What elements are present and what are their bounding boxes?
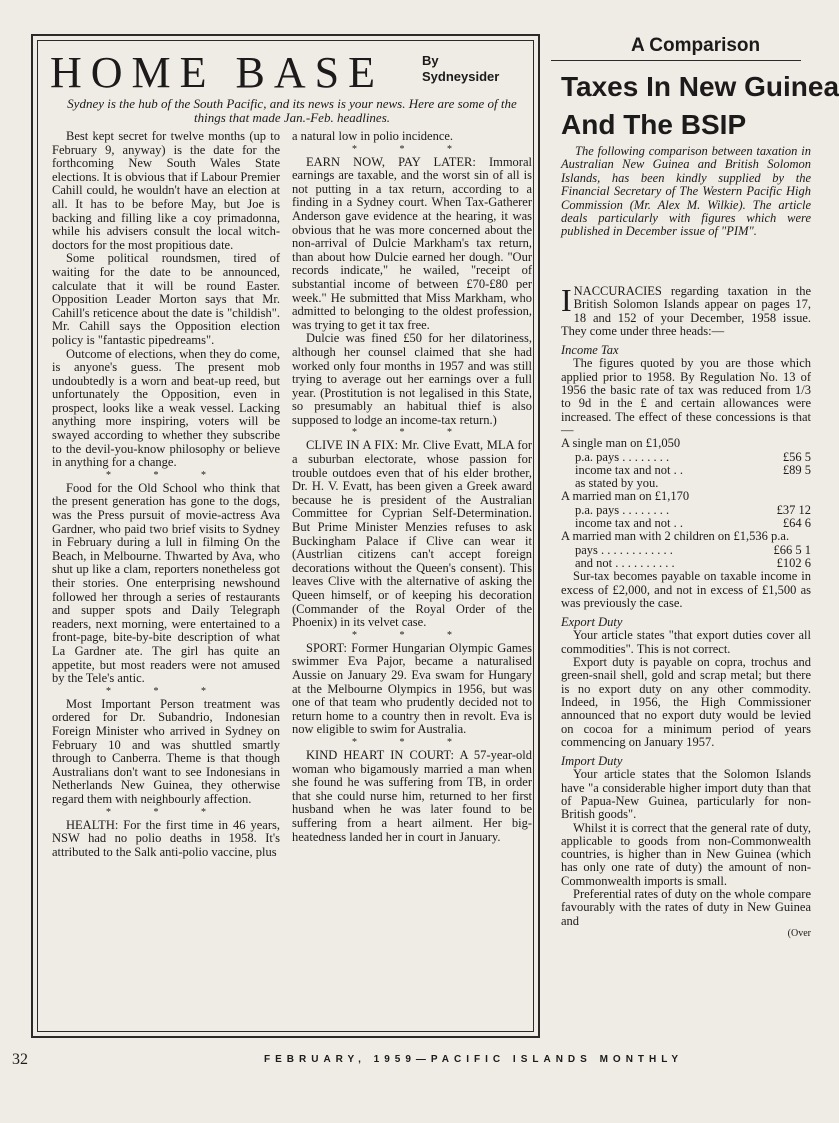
headline-line-2: And The BSIP bbox=[561, 109, 747, 140]
page-footer bbox=[12, 1049, 801, 1071]
headline-line-1: Taxes In New Guinea bbox=[561, 71, 839, 102]
tax-case-single: A single man on £1,050 bbox=[561, 436, 681, 451]
article-column-right bbox=[292, 130, 532, 1030]
lead-paragraph bbox=[561, 282, 811, 338]
section-divider: * * * bbox=[352, 629, 472, 641]
paragraph: a natural low in polio incidence. bbox=[292, 129, 454, 143]
article-column-left bbox=[52, 130, 280, 1030]
tax-case-married: A married man on £1,170 bbox=[561, 489, 690, 504]
tax-row: income tax and not . . £89 5 bbox=[575, 462, 811, 477]
article-deck: Sydney is the hub of the South Pacific, and its news is your news. Here are some of the things that made Jan.-Feb. headlines. bbox=[67, 96, 517, 125]
section-divider: * * * bbox=[106, 469, 226, 481]
article-title: HOME BASE bbox=[50, 48, 385, 97]
paragraph: CLIVE IN A FIX: Mr. Clive Evatt, MLA for a suburban electorate, whose passion for trouble outdoes even that of his elder brother, Dr. H. V. Evatt, has been given a Greek award because he is president of the Australian Committee for Cyprian Self-Determination. But Prime Minister Menzies refuses to ask Buckingham Palace if Clive can wear it (Austrlian citizens can't accept foreign decorations without the Queen's consent). This leaves Clive with the alternative of asking the Queen himself, or of keeping his decoration (Commander of the Royal Order of the Phoenix) in its velvet case. bbox=[292, 438, 532, 630]
article-headline bbox=[561, 68, 839, 144]
tax-case-married-children: A married man with 2 children on £1,536 p.a. bbox=[561, 529, 790, 544]
home-base-article bbox=[31, 34, 540, 1038]
paragraph: The figures quoted by you are those which applied prior to 1958. By Regulation No. 13 of 1956 the basic rate of tax was reduced from 1/3 to 9d in the £ and certain allowances were increased. The effect of these concessions is that— bbox=[561, 356, 811, 437]
footer-publication: FEBRUARY, 1959—PACIFIC ISLANDS MONTHLY bbox=[264, 1054, 684, 1065]
paragraph: Most Important Person treatment was ordered for Dr. Subandrio, Indonesian Foreign Minister who arrived in Sydney on February 10 and was shuttled smartly through to Canberra. Theme is that though Australians don't want to see Indonesians in Netherlands New Guinea, they otherwise regard them with neighbourly affection. bbox=[52, 696, 280, 806]
section-divider: * * * bbox=[106, 806, 226, 818]
paragraph: Your article states that the Solomon Islands have "a considerable higher import duty than that of Papua-New Guinea, particularly for non-British goods". bbox=[561, 767, 811, 822]
tax-row: income tax and not . . £64 6 bbox=[575, 516, 811, 531]
subhead-export-duty: Export Duty bbox=[561, 615, 623, 630]
page-number: 32 bbox=[12, 1051, 28, 1068]
taxes-article bbox=[551, 30, 839, 1070]
intro-paragraph: The following comparison between taxation in Australian New Guinea and British Solomon Islands, has been kindly supplied by the Financial Secretary of The Western Pacific High Commission (Mr. Alex M. Wilkie). The article deals particularly with figures which were published in December issue of "PIM". bbox=[561, 144, 811, 239]
byline-by: By bbox=[422, 53, 439, 68]
paragraph: Best kept secret for twelve months (up to February 9, anyway) is the date for the forthcoming New South Wales State elections. It is obvious that if Labour Premier Cahill could, he wouldn't have an election at all. It has to be before May, but Joe is backing and filling like a coy primadonna, while his advisers consult the local witch-doctors for the most propitious date. bbox=[52, 129, 280, 252]
section-divider: * * * bbox=[106, 685, 226, 697]
tax-row: pays . . . . . . . . . . . . £66 5 1 bbox=[575, 542, 811, 557]
tax-row: p.a. pays . . . . . . . . £37 12 bbox=[575, 502, 811, 517]
continued-note: (Over bbox=[787, 927, 811, 939]
paragraph: HEALTH: For the first time in 46 years, NSW had no polio deaths in 1958. It's attributed to the Salk anti-polio vaccine, plus bbox=[52, 817, 280, 859]
paragraph: KIND HEART IN COURT: A 57-year-old woman who bigamously married a man when she found he was suffering from TB, in order that she could nurse him, returned to her first husband when he was later found to be suffering from a heart ailment. Her big-heatedness landed her in court in January. bbox=[292, 747, 532, 844]
section-divider: * * * bbox=[352, 143, 472, 155]
paragraph: Food for the Old School who think that the present generation has gone to the dogs, was the Press pursuit of movie-actress Ava Gardner, who paid two brief visits to Sydney in February during a lull in filming On the Beach, in Melbourne. Thwarted by Ava, who shut up like a clam, reporters nonetheless got their stories. One enterprising newshound followed her through a series of restaurants and supper spots and Daily Telegraph readers, next morning, were entertained to a front-page, bite-by-bite description of what La Gardner ate. The girl has quite an appetite, but most readers were not amused by the Tele's antic. bbox=[52, 480, 280, 686]
paragraph: Sur-tax becomes payable on taxable income in excess of £2,000, and not in excess of £1,500 as was previously the case. bbox=[561, 569, 811, 610]
article-frame bbox=[37, 40, 534, 1032]
subhead-import-duty: Import Duty bbox=[561, 754, 623, 769]
paragraph: Outcome of elections, when they do come, is anyone's guess. The present mob undoubtedly is a worn and beat-up reed, but unfortunately the Opposition, even in prospect, looks like a weak vessel. Lacking anything more inspiring, voters will be swayed according to whether they subscribe to the devil-you-know philosophy or believe in anything for a change. bbox=[52, 346, 280, 470]
lead-text: NACCURACIES regarding taxation in the British Solomon Islands appear on pages 17, 18 and 152 of your December, 1958 issue. They come under three heads:— bbox=[561, 284, 811, 338]
paragraph: Your article states "that export duties cover all commodities". This is not correct. bbox=[561, 628, 811, 656]
tax-row: and not . . . . . . . . . . £102 6 bbox=[575, 555, 811, 570]
article-intro bbox=[561, 145, 811, 239]
article-kicker: A Comparison bbox=[631, 35, 761, 56]
paragraph: EARN NOW, PAY LATER: Immoral earnings are taxable, and the worst sin of all is not putting in a tax return, according to a finding in a Sydney court. When Tax-Gatherer Anderson gave evidence at the hearing, it was obvious that he was more concerned about the non-arrival of Dulcie Markham's tax return, than about how Dulcie earned her dough. "Our records indicate," he wailed, "receipt of substantial income of between £70-£80 per week." He submitted that Miss Markham, who admitted to belonging to the oldest profession, was trying to get it tax free. bbox=[292, 154, 532, 332]
article-body bbox=[561, 282, 811, 939]
drop-cap: I bbox=[561, 282, 572, 318]
paragraph: Dulcie was fined £50 for her dilatoriness, although her counsel claimed that she had worked only four months in 1957 and was still trying to average out her earnings over a full year. (Prostitution is not legalised in this State, so presumably an habitual thief is also supposed to lodge an income-tax return.) bbox=[292, 331, 532, 427]
paragraph: Preferential rates of duty on the whole compare favourably with the rates of duty in New Guinea and bbox=[561, 887, 811, 928]
paragraph: Whilst it is correct that the general rate of duty, applicable to goods from non-Commonwealth countries, is higher than in New Guinea (which has only one rate of duty) the amount of non-Commonwealth imports is small. bbox=[561, 820, 811, 888]
divider-line bbox=[551, 60, 801, 61]
section-divider: * * * bbox=[352, 736, 472, 748]
paragraph: Some political roundsmen, tired of waiting for the date to be announced, calculate that it will be round Easter. Opposition Leader Morton says that Mr. Cahill's reticence about the date is "childish". Mr. Cahill says the Opposition election policy is "fantastic pipedreams". bbox=[52, 251, 280, 347]
tax-row: as stated by you. bbox=[575, 476, 659, 491]
subhead-income-tax: Income Tax bbox=[561, 343, 619, 358]
byline bbox=[422, 53, 499, 85]
paragraph: SPORT: Former Hungarian Olympic Games swimmer Eva Pajor, became a naturalised Aussie on January 29. Eva swam for Hungary at the Melbourne Olympics in 1956, but was one of that team who prudently decided not to return home to a country then in revolt. Eva is now eligible to swim for Australia. bbox=[292, 640, 532, 737]
section-divider: * * * bbox=[352, 427, 472, 439]
paragraph: Export duty is payable on copra, trochus and green-snail shell, gold and scrap metal; but there is no export duty on any other commodity. Indeed, in 1956, the High Commissioner announced that no export duty would be levied on cocoa for a minimum period of years commencing on January 1957. bbox=[561, 655, 811, 749]
byline-author: Sydneysider bbox=[422, 69, 500, 84]
tax-row: p.a. pays . . . . . . . . £56 5 bbox=[575, 449, 811, 464]
